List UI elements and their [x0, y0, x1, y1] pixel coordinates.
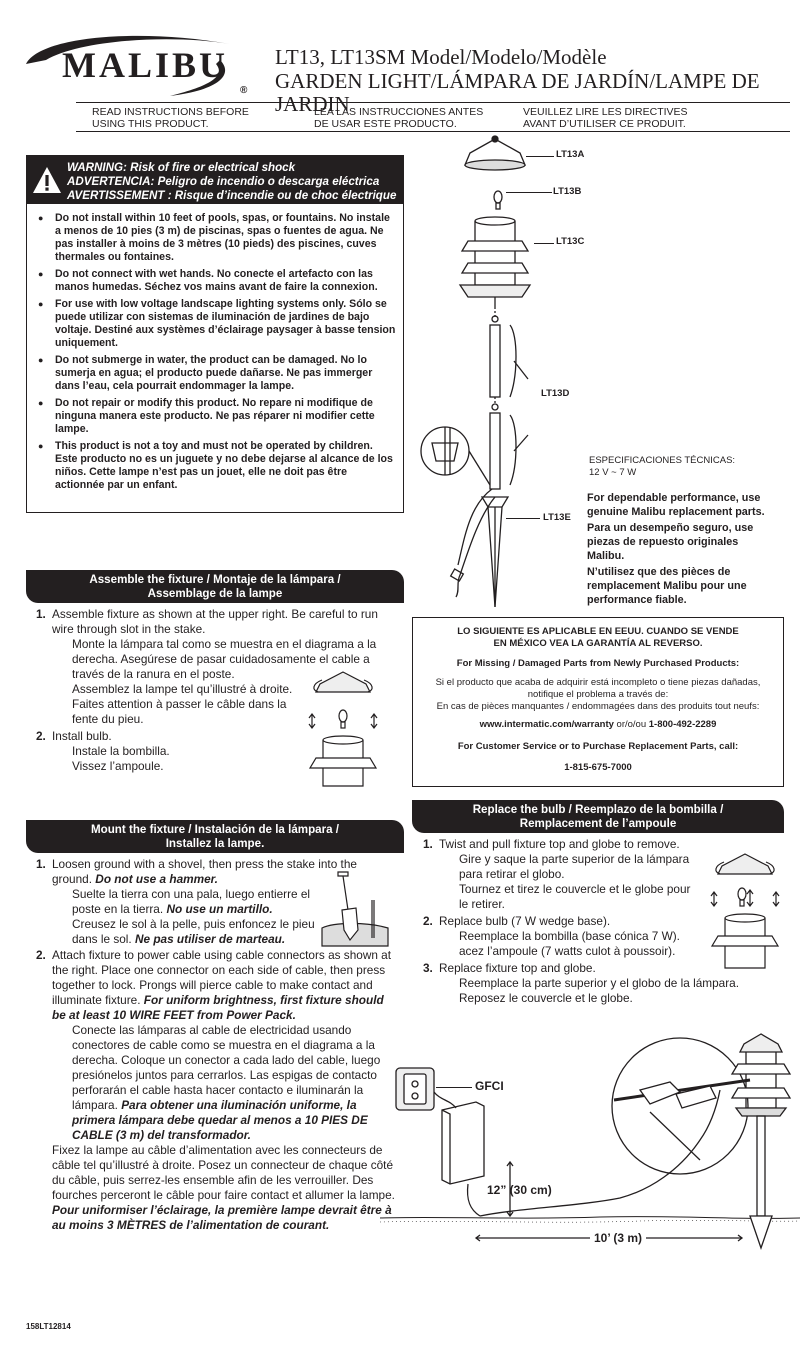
part-label-lt13d: LT13D — [541, 388, 570, 399]
assemble-step-2: 2. Install bulb. Instale la bombilla. Vissez l’ampoule. — [36, 729, 170, 773]
us-box-header: LO SIGUIENTE ES APLICABLE EN EEUU. CUANDO SE VENDE EN MÉXICO VEA LA GARANTÍA AL REVERSO. — [457, 626, 739, 649]
missing-parts-fr: En cas de pièces manquantes / endommagées dans des produits tout neufs: — [436, 701, 760, 712]
warranty-link[interactable]: www.intermatic.com/warranty — [479, 719, 614, 730]
document-code: 158LT12814 — [26, 1322, 71, 1331]
mount-section-bar: Mount the fixture / Instalación de la lámpara / Installez la lampe. — [26, 820, 404, 853]
leader-c — [534, 243, 554, 244]
service-title: For Customer Service or to Purchase Replacement Parts, call: — [457, 741, 739, 752]
assemble-illustration — [302, 670, 384, 788]
part-label-lt13c: LT13C — [556, 236, 585, 247]
part-label-lt13a: LT13A — [556, 149, 585, 160]
shovel-icon — [318, 870, 390, 948]
installation-diagram — [380, 1030, 800, 1320]
fixture-parts-illustration — [410, 135, 580, 615]
gfci-label: GFCI — [475, 1079, 504, 1093]
read-es: LEA LAS INSTRUCCIONES ANTES DE USAR ESTE PRODUCTO. — [314, 106, 484, 130]
warning-item: ● Do not connect with wet hands. No conecte el artefacto con las manos humedas. Séchez vos mains avant de faire la connexion. — [35, 268, 397, 294]
mount-step-2: 2. Attach fixture to power cable using cable connectors as shown at the right. Place one connector on each side of cable, then press together to lock. Prongs will pierce cable to make contact and illuminate fixture. For uniform brightness, first fixture should be at least 10 WIRE FEET from Power Pack. Conecte las lámparas al cable de electricidad usando conectores de cable como se muestra en el diagrama a la derecha. Coloque un conector a cada lado del cable, luego presiónelos juntos para cerrarlos. Las espigas de contacto perforarán el cable hasta hacer contacto e iluminarán la lámpara. Para obtener una iluminación uniforme, la primera lámpara debe quedar al menos a 10 PIES DE CABLE (3 m) del transformador. Fixez la lampe au câble d’alimentation avec les connecteurs de câble tel qu’illustré à droite. Posez un connecteur de chaque côté du câble, puis serrez-les ensemble afin de les verrouiller. Des fourches perceront le câble pour faire contact et allumer la lampe. Pour uniformiser l’éclairage, la première lampe devrait être à au moins 3 MÈTRES de l’alimentation de courant. — [36, 948, 395, 1232]
warning-box — [26, 155, 404, 513]
read-en: READ INSTRUCTIONS BEFORE USING THIS PRODUCT. — [92, 106, 249, 130]
leader-b — [506, 192, 552, 193]
missing-parts-title: For Missing / Damaged Parts from Newly Purchased Products: — [456, 658, 740, 669]
leader-a — [526, 156, 554, 157]
brand-name: MALIBU — [62, 45, 229, 85]
replace-section-bar: Replace the bulb / Reemplazo de la bombilla / Remplacement de l’ampoule — [412, 800, 784, 833]
shovel-illustration — [318, 870, 390, 948]
leader-e — [506, 518, 540, 519]
warning-triangle-icon — [32, 166, 62, 194]
missing-parts-es: Si el producto que acaba de adquirir está incompleto o tiene piezas dañadas, notifique el problema a través de: — [435, 677, 761, 700]
depth-label: 12” (30 cm) — [487, 1183, 552, 1197]
specs-value: 12 V ~ 7 W — [589, 467, 637, 478]
warning-item: ● This product is not a toy and must not be operated by children. Este producto no es un juguete y no debe dejarse al alcance de los niños. Cette lampe n’est pas un jouet, elle ne doit pas être actionnée par un enfant. — [35, 440, 397, 492]
phone-service: 1-815-675-7000 — [564, 762, 632, 773]
registered-mark: ® — [240, 85, 248, 96]
replace-illustration — [704, 852, 786, 970]
part-label-lt13e: LT13E — [543, 512, 571, 523]
warning-item: ● Do not submerge in water, the product can be damaged. No lo sumerja en agua; el producto puede dañarse. Ne pas immerger dans l’eau, cela pourrait endommager la lampe. — [35, 354, 397, 393]
gfci-leader — [436, 1087, 472, 1088]
warranty-info-box — [412, 617, 784, 787]
warning-item: ● For use with low voltage landscape lighting systems only. Sólo se puede utilizar con sistemas de iluminación de jardines de bajo voltaje. Destiné aux systèmes d’éclairage paysager à basse tension uniquement. — [35, 298, 397, 350]
warning-item: ● Do not repair or modify this product. No repare ni modifique de ninguna manera este producto. Ne pas réparer ni modifier cette lampe. — [35, 397, 397, 436]
mount-step-1: 1. Loosen ground with a shovel, then press the stake into the ground. Do not use a hammer. Suelte la tierra con una pala, luego entierre el poste en la tierra. No use un martillo. Creusez le sol à la pelle, puis enfoncez le pieu dans le sol. Ne pas utiliser de marteau. — [36, 857, 357, 946]
warning-header: WARNING: Risk of fire or electrical shock ADVERTENCIA: Peligro de incendio o descarga eléctrica AVERTISSEMENT : Risque d’incendie ou de choc électrique — [27, 156, 403, 204]
replace-step-2: 2. Replace bulb (7 W wedge base). Reemplace la bombilla (base cónica 7 W). acez l’ampoule (7 watts culot à poussoir). — [423, 914, 680, 958]
contact-line: www.intermatic.com/warranty or/o/ou 1-800-492-2289 — [479, 719, 717, 730]
assemble-step-1: 1. Assemble fixture as shown at the upper right. Be careful to run wire through slot in the stake. Monte la lámpara tal como se muestra en el diagrama a la derecha. Asegúrese de pasar cuidadosamente el cable a través de la ranura en el poste. Assemblez la lampe tel qu’illustré à droite. Faites attention à passer le câble dans la fente du pieu. — [36, 607, 378, 726]
lamp-bulb-thumbnail — [704, 852, 786, 970]
read-fr: VEUILLEZ LIRE LES DIRECTIVES AVANT D’UTILISER CE PRODUIT. — [523, 106, 688, 130]
part-label-lt13b: LT13B — [553, 186, 582, 197]
model-title: LT13, LT13SM Model/Modelo/Modèle — [275, 45, 607, 69]
installation-illustration — [380, 1030, 800, 1320]
replace-step-3: 3. Replace fixture top and globe. Reemplace la parte superior y el globo de la lámpara. Reposez le couvercle et le globe. — [423, 961, 740, 1005]
assemble-section-bar: Assemble the fixture / Montaje de la lámpara / Assemblage de la lampe — [26, 570, 404, 603]
replacement-note: For dependable performance, use genuine Malibu replacement parts. Para un desempeño seguro, use piezas de repuesto originales Malibu. N’utilisez que des pièces de remplacement Malibu pour une performance fiable. — [587, 492, 765, 606]
phone-missing-parts: 1-800-492-2289 — [648, 719, 717, 730]
exploded-parts-diagram — [410, 135, 580, 615]
product-title: GARDEN LIGHT/LÁMPARA DE JARDÍN/LAMPE DE JARDIN — [275, 69, 760, 116]
distance-label: 10’ (3 m) — [590, 1231, 646, 1245]
warning-list — [27, 204, 403, 492]
specs-label: ESPECIFICACIONES TÉCNICAS: — [589, 455, 736, 466]
read-instructions-banner — [76, 102, 790, 132]
warning-item: ● Do not install within 10 feet of pools, spas, or fountains. No instale a menos de 10 pies (3 m) de piscinas, spas o fuentes de agua. Ne pas installer à moins de 3 mètres (10 pieds) des piscines, cuves thermales ou fontaines. — [35, 212, 397, 264]
lamp-exploded-thumbnail — [302, 670, 384, 788]
replace-step-1: 1. Twist and pull fixture top and globe to remove. Gire y saque la parte superior de la lámpara para retirar el globo. Tournez et tirez le couvercle et le globe pour le retirer. — [423, 837, 691, 911]
